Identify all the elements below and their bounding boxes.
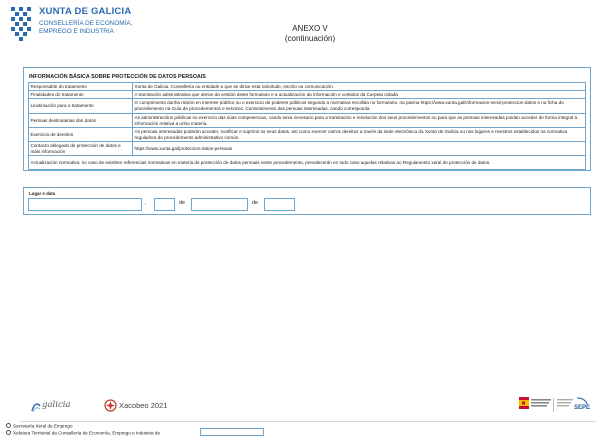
- de-separator-1: de: [179, 200, 185, 206]
- sepe-label: SEPE: [574, 405, 591, 411]
- row-label: Responsable do tratamento: [29, 83, 133, 91]
- checkbox-row-secretaria[interactable]: [6, 423, 73, 428]
- place-input[interactable]: [28, 198, 142, 211]
- row-value: A tramitación administrativa que derive da xestión deste formulario e a actualización da información e contidos da Carpeta cidadá.: [133, 91, 586, 99]
- galicia-logo-text: galicia: [42, 400, 71, 410]
- data-protection-panel: [23, 67, 591, 171]
- spain-gov-sepe-logo: [519, 396, 591, 416]
- row-value: https://www.xunta.gal/proteccion-datos-persoais: [133, 142, 586, 156]
- row-label: Contacto delegado de protección de datos e máis información: [29, 142, 133, 156]
- row-label: Persoas destinatarias dos datos: [29, 114, 133, 128]
- row-value: As persoas interesadas poderán acceder, rectificar e suprimir os seus datos, así como exercer outros dereitos a través da sede electrónica da Xunta de Galicia ou nos lugares e rexistros establecidos na normativa reguladora do procedemento administrativo común.: [133, 128, 586, 142]
- place-date-label: Lugar e data: [29, 191, 56, 196]
- annex-heading: [250, 24, 370, 44]
- row-value: As administracións públicas no exercicio das súas competencias, cando sexa necesario para a tramitación e resolución dos seus procedementos ou para que as persoas interesadas poidan acceder de forma integral á información relativa a unha materia.: [133, 114, 586, 128]
- logo-subtitle: [39, 20, 132, 36]
- checkbox-row-xefatura[interactable]: [6, 430, 160, 435]
- year-input[interactable]: [264, 198, 295, 211]
- footer-divider: [20, 421, 596, 422]
- row-label: Lexitimación para o tratamento: [29, 99, 133, 114]
- xunta-logo: [9, 3, 149, 53]
- galicia-logo: [30, 400, 82, 414]
- checkbox-label: Secretaría Xeral de Emprego: [13, 423, 73, 429]
- de-separator-2: de: [252, 200, 258, 206]
- regulation-note: Actualización normativa: no caso de existiren referencias normativas en materia de protección de datos persoais neste procedemento, prevalecerán en todo caso aquelas relativas ao Regulamento xeral de protección de datos.: [29, 156, 586, 170]
- radio-circle[interactable]: [6, 423, 11, 428]
- xacobeo-logo-text: Xacobeo 2021: [119, 401, 168, 410]
- table-row: [29, 156, 586, 170]
- table-row: [29, 83, 586, 91]
- table-row: [29, 99, 586, 114]
- annex-title: ANEXO V: [292, 24, 328, 33]
- place-date-panel: [23, 187, 591, 215]
- annex-subtitle: (continuación): [284, 34, 336, 43]
- xacobeo-logo: [104, 398, 174, 414]
- xefatura-province-input[interactable]: [200, 428, 264, 436]
- comma-separator: ,: [145, 200, 147, 206]
- day-input[interactable]: [154, 198, 175, 211]
- radio-circle[interactable]: [6, 430, 11, 435]
- xacobeo-logo-icon: [104, 399, 117, 412]
- xunta-crest-icon: [9, 5, 35, 45]
- checkbox-label: Xefatura Territorial da Consellería de Economía, Emprego e Industria de: [13, 430, 160, 436]
- row-value: Xunta de Galicia. Consellería ou entidade a que se dirixe esta solicitude, escrito ou comunicación.: [133, 83, 586, 91]
- month-input[interactable]: [191, 198, 248, 211]
- table-row: [29, 91, 586, 99]
- table-row: [29, 142, 586, 156]
- logo-title: XUNTA DE GALICIA: [39, 6, 132, 17]
- galicia-logo-icon: [30, 401, 42, 413]
- table-row: [29, 114, 586, 128]
- data-protection-table: [28, 82, 586, 170]
- row-label: Exercicio de dereitos: [29, 128, 133, 142]
- row-label: Finalidades do tratamento: [29, 91, 133, 99]
- logo-subtitle-line-2: EMPREGO E INDUSTRIA: [39, 28, 114, 35]
- logo-subtitle-line-1: CONSELLERÍA DE ECONOMÍA,: [39, 20, 133, 27]
- table-row: [29, 128, 586, 142]
- data-protection-title: INFORMACIÓN BÁSICA SOBRE PROTECCIÓN DE DATOS PERSOAIS: [29, 74, 206, 80]
- row-value: O cumprimento dunha misión en interese público ou o exercicio de poderes públicos segundo a normativa recollida no formulario, na páxina https://www.xunta.gal/informacion-xeral-proteccion-datos e na ficha do procedemento na Guía de procedementos e servizos. Consentimento das persoas interesadas, cando corresponda.: [133, 99, 586, 114]
